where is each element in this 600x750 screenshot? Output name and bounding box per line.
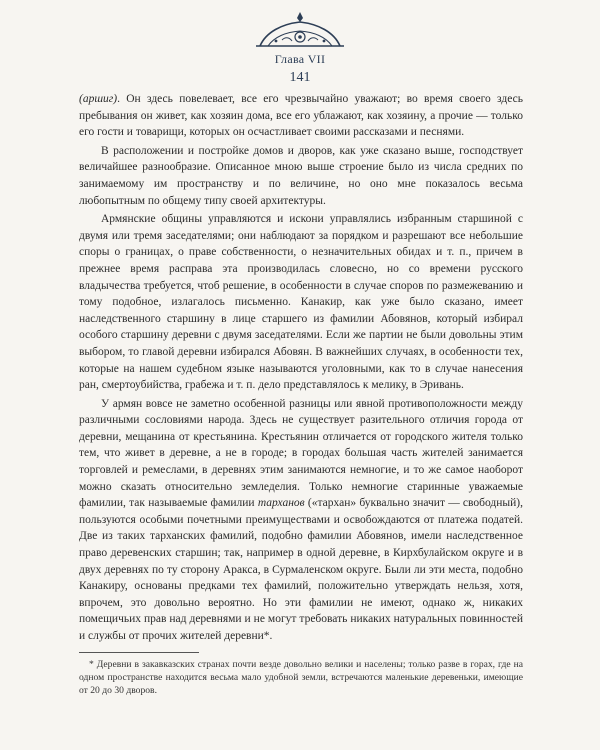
main-text: [79, 91, 523, 645]
footnote-divider: [79, 652, 199, 653]
paragraph-4-text-before: У армян вовсе не заметно особенной разницы или явной противоположности между различными сословиями народа. Здесь не существует разительного отличия города от деревни, мещанина от крестьянина. Крестьянин отличается от городского жителя только тем, что живет в деревне, а не в городе; в городах большая часть жителей занимается торговлей и ремеслами, в деревнях этим занимаются немногие, и то же самое наоборот можно сказать относительно земледелия. Только немногие старинные уважаемые фамилии, так называемые фамилии: [79, 397, 523, 510]
chapter-heading: Глава VII: [274, 52, 326, 66]
paragraph-4-text-after: («тархан» буквально значит — свободный), пользуются особыми почетными преимуществами и освобождаются от платежа податей. Две из таких тарханских фамилий, подобно фамилии Абовянов, имели наследственное право деревенских старшин; так, например в одной деревне, в Кирхбулайском округе и в двух деревнях по ту сторону Аракса, в Сурмаленском округе. Были ли эти места, подобно Канакиру, основаны предками тех фамилий, положительно утверждать нельзя, хотя, впрочем, это довольно вероятно. Но эти фамилии не имеют, однако ж, никаких помещичьих прав над деревнями и не могут требовать никаких натуральных повинностей и службы от прочих жителей деревни*.: [79, 497, 523, 642]
paragraph-4: [79, 396, 523, 645]
italic-term-arshig: (аршиг): [79, 93, 118, 105]
ornamental-headpiece-icon: [252, 10, 348, 48]
page-number: 141: [289, 70, 311, 85]
paragraph-3: Армянские общины управляются и искони управлялись избранным старшиной с двумя или тремя заседателями; они наблюдают за порядком и разрешают все небольшие споры о границах, о праве собственности, о незначительных обидах и т. п., причем в прежнее время расправа эта производилась словесно, но со времени русского владычества требуется, чтоб решение, в особенности в случае споров по размежеванию и тому подобное, излагалось письменно. Канакир, как уже было сказано, имеет наследственного старшину в лице старшего из фамилии Абовянов, который избирал особого старшину деревни с двумя заседателями. Если же партии не были довольны этим выбором, то главой деревни избирался Абовян. В важнейших случаях, в особенности тех, которые на нашем судебном языке называются уголовными, как то в случае нанесения ран, смертоубийства, грабежа и т. п. дело представлялось к мелику, в Эривань.: [79, 213, 523, 392]
paragraph-1: [79, 91, 523, 141]
paragraph-1-text: . Он здесь повелевает, все его чрезвычайно уважают; во время своего здесь пребывания он живет, как хозяин дома, все его ублажают, как хозяину, а прочие — только его гости и товарищи, которых он осчастливает своими рассказами и песнями.: [79, 93, 523, 139]
paragraph-2: В расположении и постройке домов и дворов, как уже сказано выше, господствует величайшее разнообразие. Описанное мною выше строение было из числа средних по занимаемому им пространству и по величине, но оно мне показалось весьма любопытным по общему типу своей архитектуры.: [79, 144, 523, 207]
footnote: * Деревни в закавказских странах почти везде довольно велики и населены; только разве в горах, где на одном пространстве находится весьма мало удобной земли, встречаются маленькие деревеньки, имеющие от 20 до 30 дворов.: [79, 659, 523, 696]
italic-term-tarkhanov: тарханов: [257, 497, 305, 510]
